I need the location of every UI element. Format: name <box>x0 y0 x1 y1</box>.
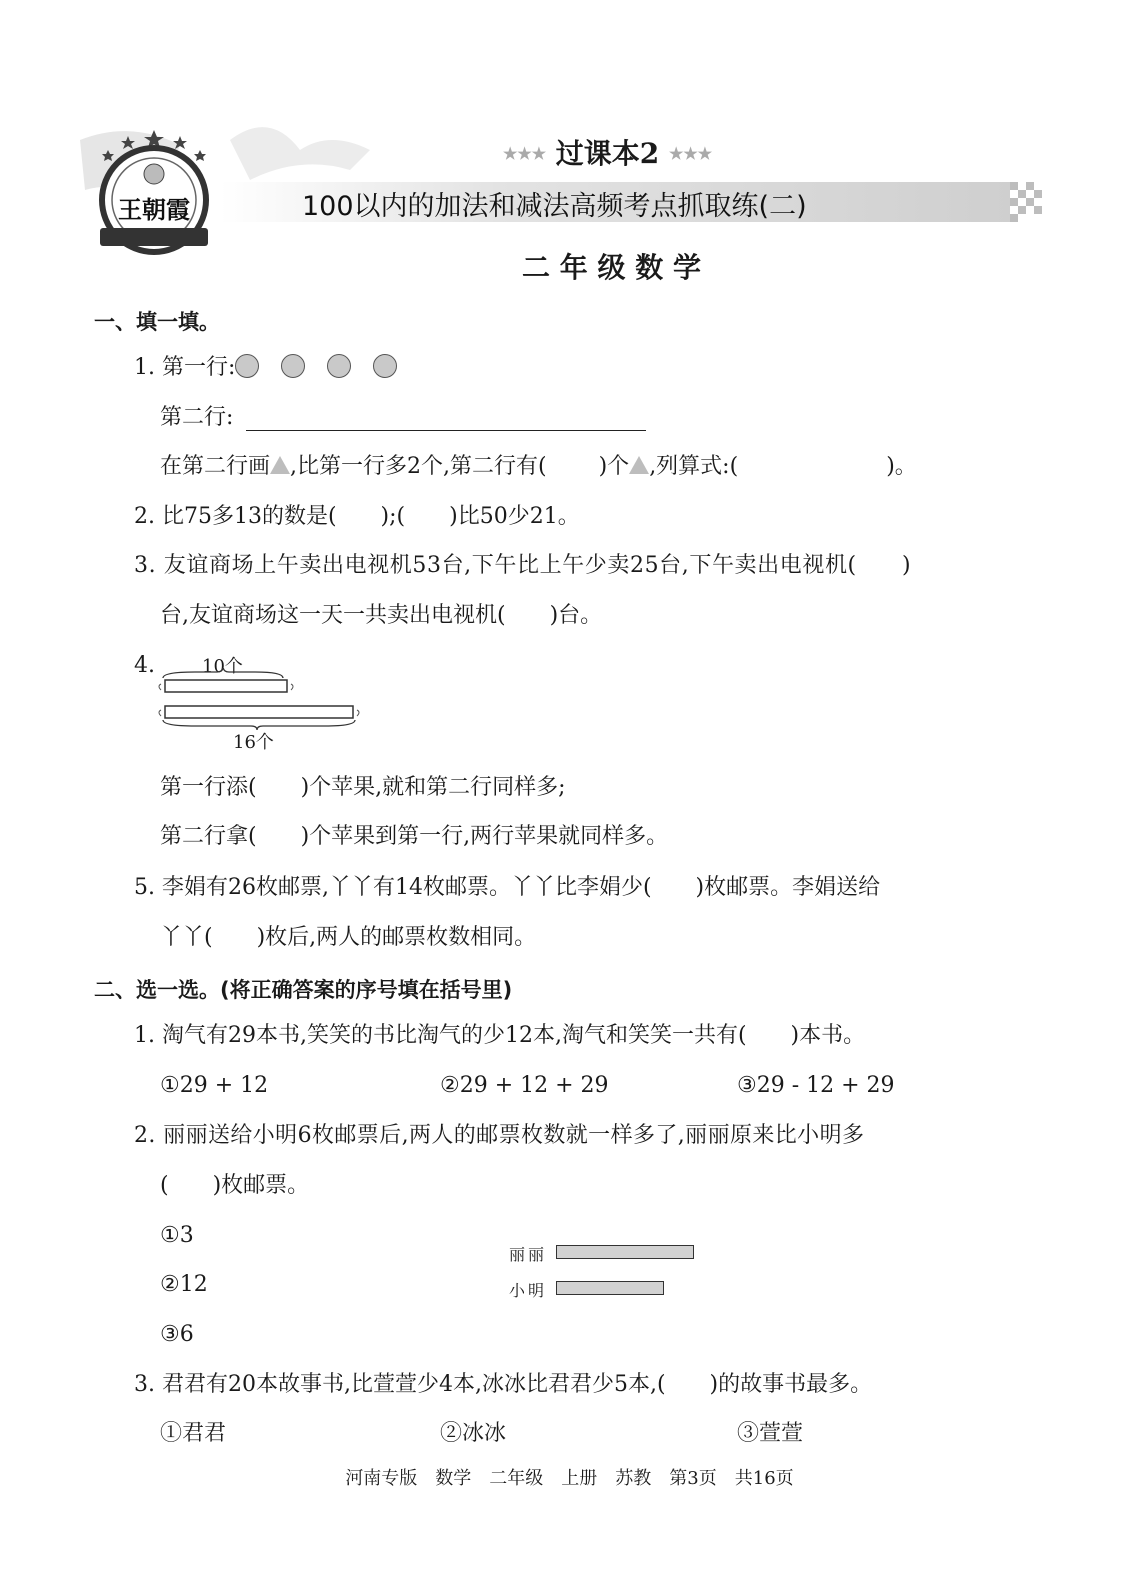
circle-icon <box>327 354 351 378</box>
series-label: ★★★ 过课本2 ★★★ <box>503 137 713 170</box>
triangle-icon <box>629 456 649 474</box>
section2-heading: 二、选一选。(将正确答案的序号填在括号里) <box>94 978 513 1002</box>
s2-q1-option-1[interactable]: ①29 + 12 <box>160 1073 269 1098</box>
q5-line1: 5. 李娟有26枚邮票,丫丫有14枚邮票。丫丫比李娟少( )枚邮票。李娟送给 <box>134 875 881 900</box>
s2-q2-diagram-label-xiaoming: 小明 <box>509 1281 548 1300</box>
page-subtitle: 二 年 级 数 学 <box>522 251 701 284</box>
brand-logo <box>94 128 214 256</box>
q1-row2-answer-line[interactable] <box>246 430 646 431</box>
q4-bar-diagram <box>155 668 365 730</box>
logo-text: 王朝霞 <box>118 195 190 224</box>
q3-line1: 3. 友谊商场上午卖出电视机53台,下午比上午少卖25台,下午卖出电视机( ) <box>134 553 912 578</box>
section1-heading: 一、填一填。 <box>94 310 220 334</box>
s2-q3: 3. 君君有20本故事书,比萱萱少4本,冰冰比君君少5本,( )的故事书最多。 <box>134 1372 873 1397</box>
q4-line2: 第二行拿( )个苹果到第一行,两行苹果就同样多。 <box>160 824 669 849</box>
star-icon: ★★★ <box>669 144 713 163</box>
q1-row2: 第二行: <box>160 405 234 430</box>
circle-icon <box>235 354 259 378</box>
q5-line2: 丫丫( )枚后,两人的邮票枚数相同。 <box>160 925 537 950</box>
q4-label-top: 10个 <box>202 656 243 677</box>
q4-number: 4. <box>134 653 155 678</box>
q4-label-bottom: 16个 <box>233 732 274 753</box>
s2-q2-line2: ( )枚邮票。 <box>160 1173 310 1198</box>
q1-row1: 1. 第一行: <box>134 354 419 382</box>
s2-q1-option-2[interactable]: ②29 + 12 + 29 <box>440 1073 609 1098</box>
circle-icon <box>373 354 397 378</box>
s2-q2-line1: 2. 丽丽送给小明6枚邮票后,两人的邮票枚数就一样多了,丽丽原来比小明多 <box>134 1123 865 1148</box>
q1-instruction: 在第二行画 ,比第一行多2个,第二行有( )个 ,列算式:( )。 <box>160 454 917 479</box>
s2-q2-option-2[interactable]: ②12 <box>160 1272 208 1297</box>
s2-q1: 1. 淘气有29本书,笑笑的书比淘气的少12本,淘气和笑笑一共有( )本书。 <box>134 1023 866 1048</box>
q4-line1: 第一行添( )个苹果,就和第二行同样多; <box>160 775 566 800</box>
s2-q3-option-3[interactable]: ③萱萱 <box>737 1421 804 1446</box>
circle-icon <box>281 354 305 378</box>
s2-q3-option-2[interactable]: ②冰冰 <box>440 1421 507 1446</box>
s2-q2-option-1[interactable]: ①3 <box>160 1223 194 1248</box>
star-icon: ★★★ <box>503 144 547 163</box>
s2-q2-diagram-label-lili: 丽丽 <box>509 1245 548 1264</box>
triangle-icon <box>270 456 290 474</box>
s2-q2-option-3[interactable]: ③6 <box>160 1322 194 1347</box>
s2-q2-bar-lili <box>556 1245 694 1259</box>
page-footer: 河南专版 数学 二年级 上册 苏教 第3页 共16页 <box>345 1468 794 1489</box>
q2: 2. 比75多13的数是( );( )比50少21。 <box>134 504 580 529</box>
s2-q2-bar-xiaoming <box>556 1281 664 1295</box>
s2-q3-option-1[interactable]: ①君君 <box>160 1421 227 1446</box>
q3-line2: 台,友谊商场这一天一共卖出电视机( )台。 <box>160 603 603 628</box>
s2-q1-option-3[interactable]: ③29 - 12 + 29 <box>737 1073 895 1098</box>
page-title: 100以内的加法和减法高频考点抓取练(二) <box>302 191 807 222</box>
